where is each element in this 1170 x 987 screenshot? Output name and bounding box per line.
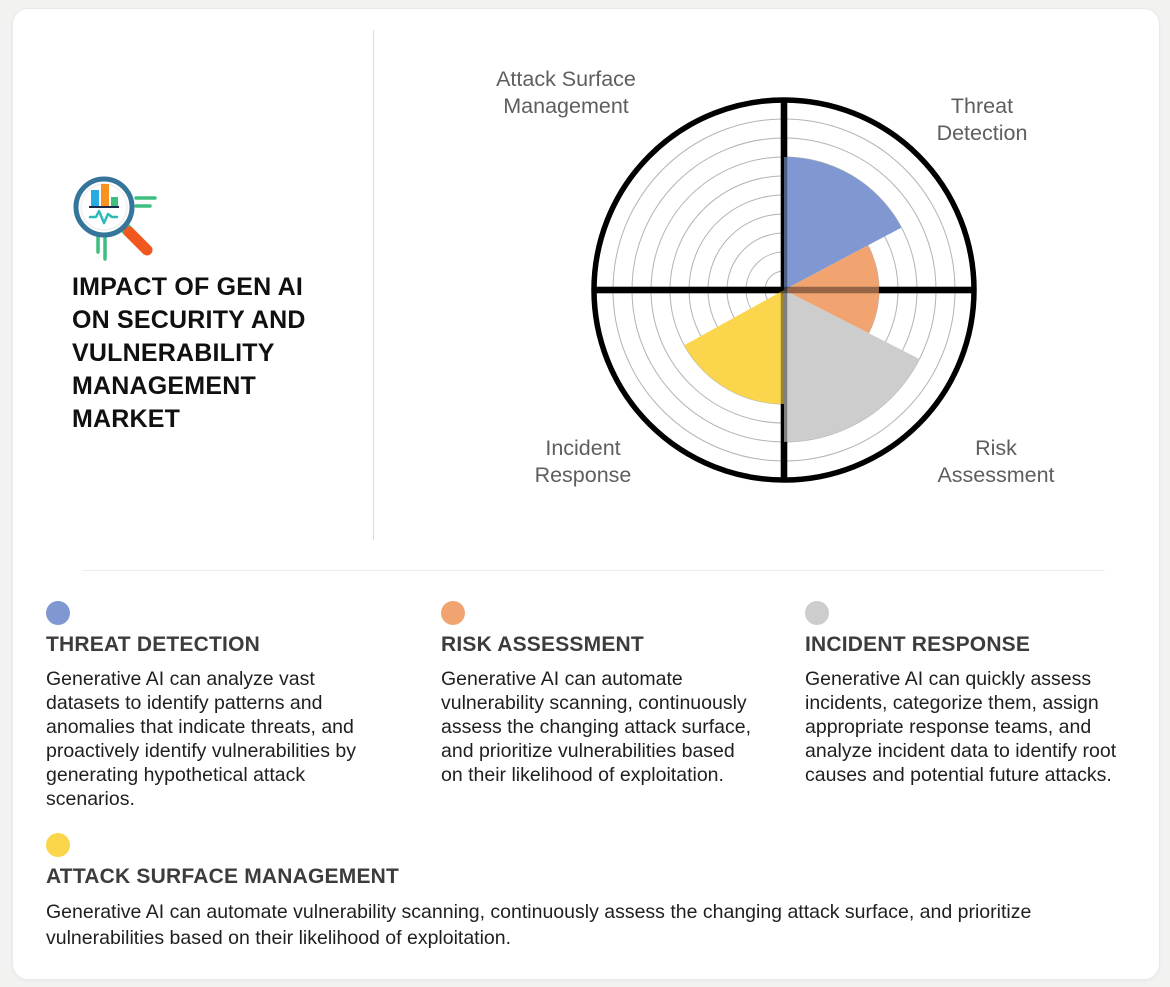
legend-dot-incident-response: [805, 601, 829, 625]
legend-body: Generative AI can automate vulnerability scanning, continuously assess the changing attack surface, and prioritize vulnerabilities based on their likelihood of exploitation.: [441, 668, 752, 786]
horizontal-divider: [82, 570, 1105, 571]
page-title: [72, 271, 372, 436]
radar-slice: [684, 290, 784, 404]
legend-item-threat-detection: [46, 601, 391, 811]
legend-heading: RISK ASSESSMENT: [441, 633, 644, 656]
vertical-divider: [373, 30, 374, 540]
legend-dot-threat-detection: [46, 601, 70, 625]
legend-body: Generative AI can analyze vast datasets to identify patterns and anomalies that indicate threats, and proactively identify vulnerabilities by generating hypothetical attack scenarios.: [46, 668, 356, 810]
title-line: IMPACT OF GEN AI: [72, 273, 303, 301]
axis-label-threat-detection: Threat Detection: [936, 94, 1028, 145]
axis-label-attack-surface-management: Attack Surface Management: [496, 67, 636, 118]
legend-heading: INCIDENT RESPONSE: [805, 633, 1031, 656]
legend-dot-risk-assessment: [441, 601, 465, 625]
legend-heading: THREAT DETECTION: [46, 633, 260, 656]
legend-body: Generative AI can automate vulnerability scanning, continuously assess the changing attack surface, and prioritize vulnerabilities based on their likelihood of exploitation.: [46, 901, 1032, 949]
title-line: MANAGEMENT: [72, 372, 256, 400]
polar-area-chart: [582, 88, 986, 492]
legend-dot-attack-surface-management: [46, 833, 70, 857]
radar-wedges: [684, 157, 919, 442]
legend-item-attack-surface-management: [46, 833, 1096, 951]
title-line: MARKET: [72, 405, 181, 433]
title-line: ON SECURITY AND: [72, 306, 306, 334]
legend-item-incident-response: [805, 601, 1135, 787]
legend-body: Generative AI can quickly assess incidents, categorize them, assign appropriate response teams, and analyze incident data to identify root causes and potential future attacks.: [805, 668, 1117, 786]
magnifier-bar-chart-icon: [60, 162, 165, 272]
legend-item-risk-assessment: [441, 601, 756, 787]
title-line: VULNERABILITY: [72, 339, 275, 367]
axis-label-risk-assessment: Risk Assessment: [937, 436, 1055, 487]
magnifier-handle: [124, 227, 147, 250]
axis-label-incident-response: Incident Response: [534, 436, 632, 487]
legend-heading: ATTACK SURFACE MANAGEMENT: [46, 865, 400, 888]
